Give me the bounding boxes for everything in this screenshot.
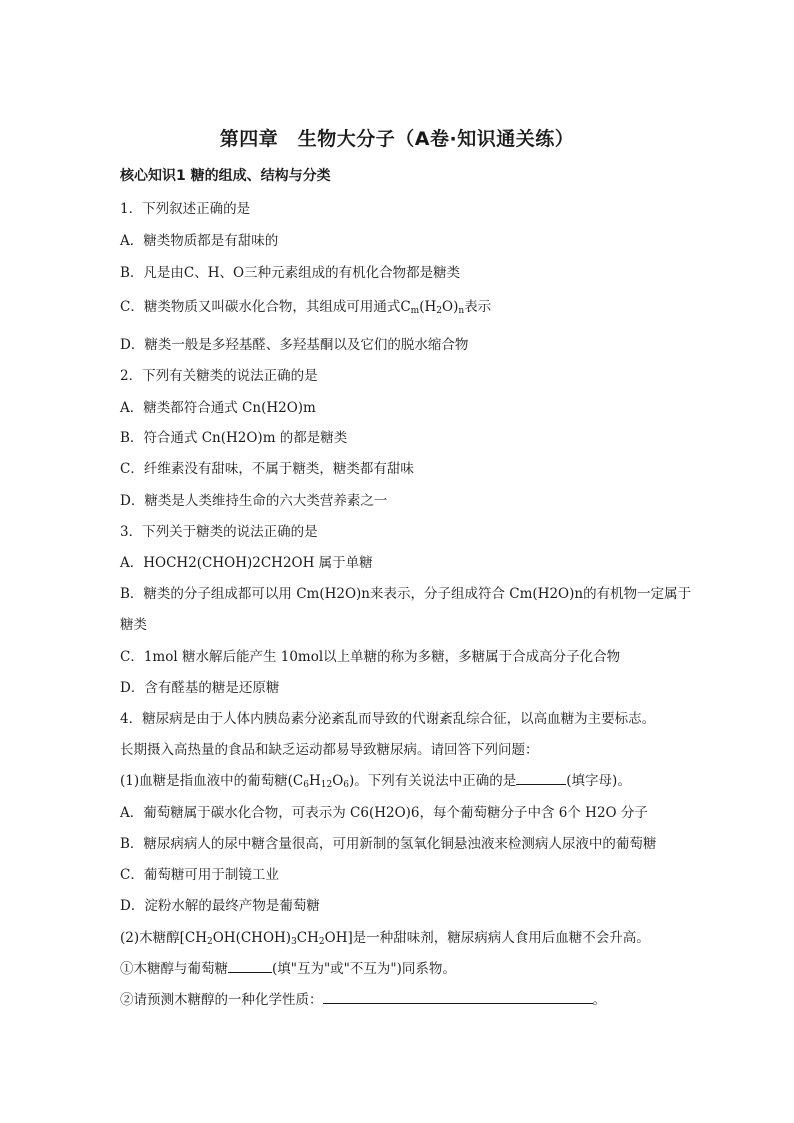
q2-option-c: C．纤维素没有甜味，不属于糖类，糖类都有甜味 <box>120 461 414 477</box>
q4-stem-line1: 4．糖尿病是由于人体内胰岛素分泌紊乱而导致的代谢紊乱综合征，以高血糖为主要标志。 <box>120 711 656 727</box>
q4-subquestion-1: ①木糖醇与葡萄糖 (填"互为"或"不互为")同系物。 <box>120 961 456 977</box>
q3-option-d: D．含有醛基的糖是还原糖 <box>120 680 280 696</box>
q2-option-a: A．糖类都符合通式 Cn(H2O)m <box>120 400 316 416</box>
q4-option-d: D．淀粉水解的最终产物是葡萄糖 <box>120 898 320 914</box>
q4-option-a: A．葡萄糖属于碳水化合物，可表示为 C6(H2O)6，每个葡萄糖分子中含 6个 H2O 分子 <box>120 805 648 821</box>
page-title: 第四章 生物大分子（A卷·知识通关练） <box>219 128 575 150</box>
q2-option-d: D．糖类是人类维持生命的六大类营养素之一 <box>120 493 388 509</box>
answer-blank-2[interactable] <box>228 960 272 973</box>
q1-option-a: A．糖类物质都是有甜味的 <box>120 233 279 249</box>
q3-option-c: C．1mol 糖水解后能产生 10mol以上单糖的称为多糖，多糖属于合成高分子化合物 <box>120 649 621 665</box>
q1-stem: 1．下列叙述正确的是 <box>120 201 251 217</box>
q1-option-d: D．糖类一般是多羟基醛、多羟基酮以及它们的脱水缩合物 <box>120 337 469 353</box>
q4-option-b: B．糖尿病病人的尿中糖含量很高，可用新制的氢氧化铜悬浊液来检测病人尿液中的葡萄糖 <box>120 836 657 852</box>
q1-option-b: B．凡是由C、H、O三种元素组成的有机化合物都是糖类 <box>120 265 461 281</box>
q3-stem: 3．下列关于糖类的说法正确的是 <box>120 524 318 540</box>
answer-blank-3[interactable] <box>323 991 593 1004</box>
section-heading: 核心知识1 糖的组成、结构与分类 <box>120 168 331 184</box>
q3-option-b-line1: B．糖类的分子组成都可以用 Cm(H2O)n来表示，分子组成符合 Cm(H2O)n的有机物一定属于 <box>120 586 692 602</box>
q4-part1: (1)血糖是指血液中的葡萄糖$(C_6H_{12}O_6)$。下列有关说法中正确的是 (填字母)。 <box>120 773 631 790</box>
q4-subquestion-2: ②请预测木糖醇的一种化学性质： 。 <box>120 992 606 1008</box>
answer-blank-1[interactable] <box>516 772 566 785</box>
q3-option-a: A．HOCH2(CHOH)2CH2OH 属于单糖 <box>120 555 373 571</box>
q3-option-b-line2: 糖类 <box>120 617 147 633</box>
q4-option-c: C．葡萄糖可用于制镜工业 <box>120 867 279 883</box>
q2-option-b: B．符合通式 Cn(H2O)m 的都是糖类 <box>120 430 348 446</box>
q2-stem: 2．下列有关糖类的说法正确的是 <box>120 368 318 384</box>
q4-part2: (2)木糖醇$[CH_2OH(CHOH)_3CH_2OH]$是一种甜味剂，糖尿病病人食用后血糖不会升高。 <box>120 930 650 947</box>
q4-stem-line2: 长期摄入高热量的食品和缺乏运动都易导致糖尿病。请回答下列问题： <box>120 742 539 758</box>
q1-option-c: C．糖类物质又叫碳水化合物，其组成可用通式$C_m(H_2O)_n$表示 <box>120 299 492 316</box>
